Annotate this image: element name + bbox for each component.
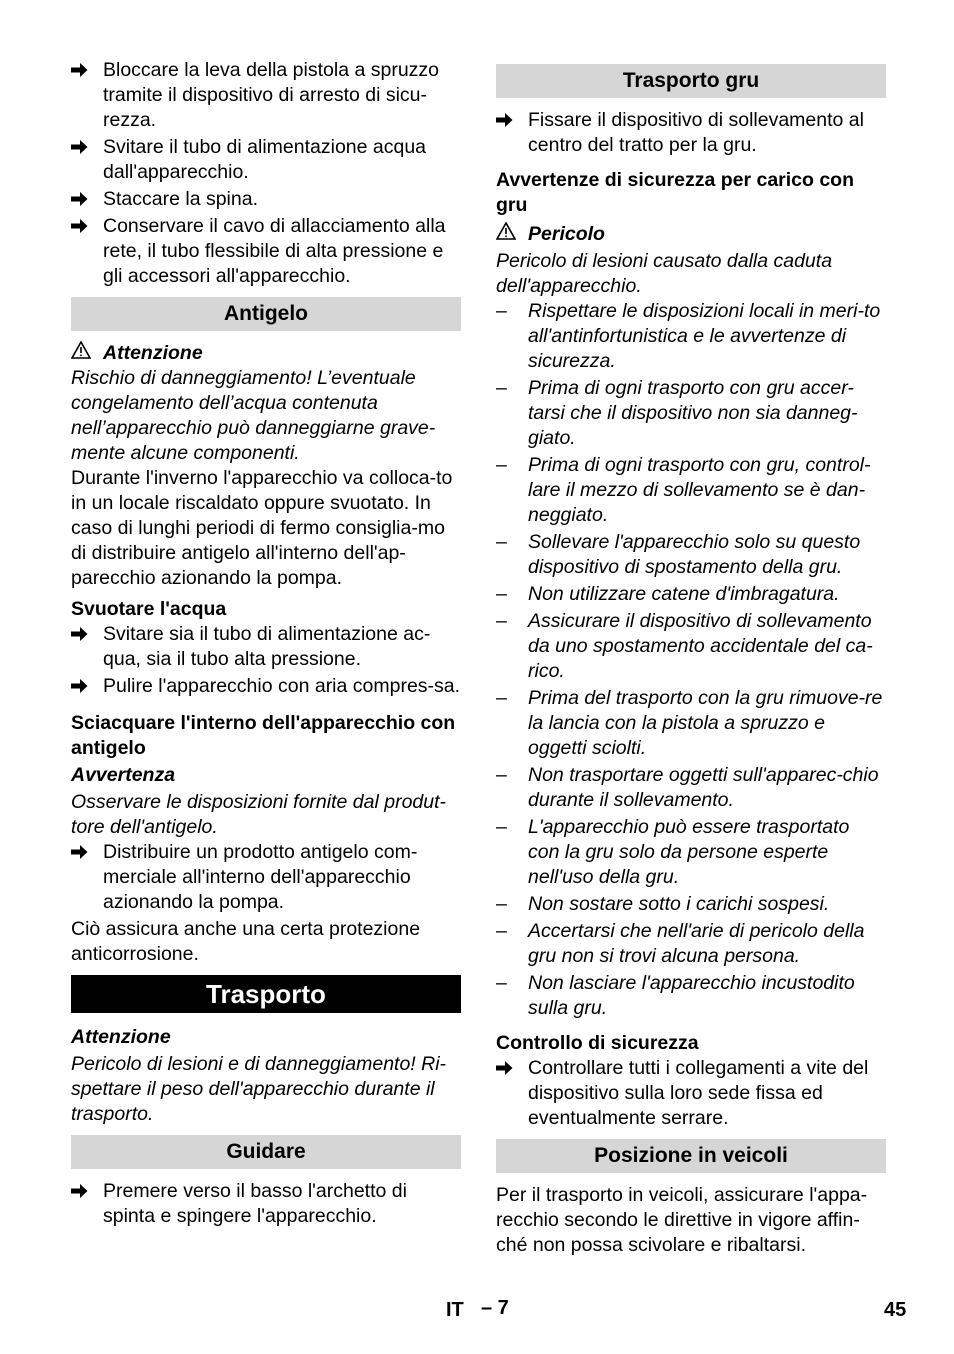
- sciacquare-note: Ciò assicura anche una certa protezione anticorrosione.: [71, 918, 421, 965]
- intro-list: [71, 58, 461, 289]
- warning-label: Attenzione: [103, 342, 203, 364]
- list-item-text: Svitare sia il tubo di alimentazione ac-qua, sia il tubo alta pressione.: [103, 623, 431, 670]
- dash-list-item: [496, 530, 886, 580]
- dash-list-item-text: Accertarsi che nell'arie di pericolo della gru non si trovi alcuna persona.: [528, 920, 865, 967]
- controllo-list: [496, 1056, 886, 1131]
- sciacquare-list: [71, 840, 461, 915]
- trasporto-warning-text: Pericolo di lesioni e di danneggiamento! Ri-spettare il peso dell'apparecchio durante il trasporto.: [71, 1053, 447, 1125]
- arrow-right-icon: [71, 1179, 103, 1229]
- list-item-text: Svitare il tubo di alimentazione acqua dall'apparecchio.: [103, 136, 427, 183]
- list-item: [71, 187, 461, 212]
- subheading-sciacquare: Sciacquare l'interno dell'apparecchio con antigelo: [71, 712, 456, 759]
- dash-list-item-text: Non lasciare l'apparecchio incustodito sulla gru.: [528, 972, 855, 1019]
- guidare-list: [71, 1179, 461, 1229]
- avvertenza-label: Avvertenza: [71, 764, 176, 786]
- arrow-right-icon: [71, 58, 103, 133]
- dash-bullet: –: [496, 531, 507, 553]
- antigelo-body: Durante l'inverno l'apparecchio va colloca-to in un locale riscaldato oppure svuotato. In caso di lunghi periodi di fermo consiglia-mo di distribuire antigelo all'interno dell'ap-parecchio azionando la pompa.: [71, 467, 453, 589]
- svuotare-list: [71, 622, 461, 699]
- dash-bullet: –: [496, 972, 507, 994]
- dash-bullet: –: [496, 583, 507, 605]
- dash-bullet: –: [496, 764, 507, 786]
- footer-language: IT: [446, 1299, 464, 1321]
- warning-text: Rischio di danneggiamento! L’eventuale congelamento dell’acqua contenuta nell’apparecchio può danneggiarne grave-mente alcune componenti.: [71, 367, 436, 464]
- dash-list-item: [496, 971, 886, 1021]
- gru-list: [496, 108, 886, 158]
- dash-list-item-text: Rispettare le disposizioni locali in meri-to all'antinfortunistica e le avvertenze di sicurezza.: [528, 300, 881, 372]
- dash-list-item-text: Non sostare sotto i carichi sospesi.: [528, 893, 830, 915]
- arrow-right-icon: [496, 1056, 528, 1131]
- dash-list-item: [496, 919, 886, 969]
- list-item-text: Distribuire un prodotto antigelo com-merciale all'interno dell'apparecchio azionando la pompa.: [103, 841, 418, 913]
- list-item: [71, 1179, 461, 1229]
- warning-triangle-icon: [496, 222, 528, 247]
- footer-page-label: – 7: [481, 1297, 509, 1319]
- list-item: [71, 674, 461, 699]
- dash-list-item: [496, 763, 886, 813]
- avvertenza-text: Osservare le disposizioni fornite dal produt-tore dell'antigelo.: [71, 791, 447, 838]
- arrow-right-icon: [71, 674, 103, 699]
- list-item-text: Controllare tutti i collegamenti a vite del dispositivo sulla loro sede fissa ed eventualmente serrare.: [528, 1057, 869, 1129]
- danger-label: Pericolo: [528, 223, 605, 245]
- warning-triangle-icon: [71, 341, 103, 366]
- list-item: [71, 840, 461, 915]
- list-item: [71, 135, 461, 185]
- dash-bullet: –: [496, 300, 507, 322]
- list-item: [71, 58, 461, 133]
- dash-list-item-text: Prima del trasporto con la gru rimuove-re la lancia con la pistola a spruzzo e oggetti sciolti.: [528, 687, 883, 759]
- section-heading-veicoli: Posizione in veicoli: [496, 1139, 886, 1173]
- dash-list-item: [496, 376, 886, 451]
- footer-page-number: 45: [884, 1299, 907, 1321]
- dash-bullet: –: [496, 816, 507, 838]
- subheading-avvertenze: Avvertenze di sicurezza per carico con gru: [496, 169, 855, 216]
- dash-list-item: [496, 582, 886, 607]
- arrow-right-icon: [71, 135, 103, 185]
- dash-list-item-text: Non utilizzare catene d'imbragatura.: [528, 583, 840, 605]
- list-item-text: Bloccare la leva della pistola a spruzzo tramite il dispositivo di arresto di sicu-rezza.: [103, 59, 440, 131]
- list-item-text: Fissare il dispositivo di sollevamento al centro del tratto per la gru.: [528, 109, 864, 156]
- veicoli-text: Per il trasporto in veicoli, assicurare l'appa-recchio secondo le direttive in vigore affin-ché non possa scivolare e ribaltarsi.: [496, 1184, 868, 1256]
- attenzione-label: Attenzione: [71, 1026, 171, 1048]
- section-heading-trasporto: Trasporto: [71, 975, 461, 1013]
- dash-bullet: –: [496, 893, 507, 915]
- list-item: [496, 108, 886, 158]
- dash-list-item: [496, 299, 886, 374]
- arrow-right-icon: [496, 108, 528, 158]
- dash-list-item: [496, 686, 886, 761]
- dash-list-item: [496, 815, 886, 890]
- dash-list-item-text: Assicurare il dispositivo di sollevamento da uno spostamento accidentale del ca-rico.: [528, 610, 873, 682]
- dash-list-item-text: L'apparecchio può essere trasportato con la gru solo da persone esperte nell'uso della gru.: [528, 816, 850, 888]
- dash-list-item: [496, 453, 886, 528]
- dash-bullet: –: [496, 377, 507, 399]
- list-item: [496, 1056, 886, 1131]
- list-item-text: Conservare il cavo di allacciamento alla rete, il tubo flessibile di alta pressione e gli accessori all'apparecchio.: [103, 215, 446, 287]
- warning-heading: [71, 341, 461, 366]
- dash-bullet: –: [496, 920, 507, 942]
- section-heading-antigelo: Antigelo: [71, 297, 461, 331]
- dash-bullet: –: [496, 454, 507, 476]
- arrow-right-icon: [71, 187, 103, 212]
- arrow-right-icon: [71, 622, 103, 672]
- arrow-right-icon: [71, 214, 103, 289]
- subheading-svuotare: Svuotare l'acqua: [71, 598, 227, 620]
- right-column: [496, 58, 886, 1258]
- safety-list: [496, 299, 886, 1021]
- subheading-controllo: Controllo di sicurezza: [496, 1032, 699, 1054]
- dash-list-item-text: Non trasportare oggetti sull'apparec-chio durante il sollevamento.: [528, 764, 879, 811]
- dash-list-item-text: Sollevare l'apparecchio solo su questo dispositivo di spostamento della gru.: [528, 531, 861, 578]
- dash-list-item: [496, 892, 886, 917]
- list-item-text: Pulire l'apparecchio con aria compres-sa.: [103, 675, 461, 697]
- section-heading-trasporto-gru: Trasporto gru: [496, 64, 886, 98]
- list-item-text: Premere verso il basso l'archetto di spinta e spingere l'apparecchio.: [103, 1180, 407, 1227]
- danger-heading: [496, 222, 886, 247]
- dash-bullet: –: [496, 687, 507, 709]
- dash-list-item-text: Prima di ogni trasporto con gru accer-tarsi che il dispositivo non sia danneg-giato.: [528, 377, 858, 449]
- section-heading-guidare: Guidare: [71, 1135, 461, 1169]
- arrow-right-icon: [71, 840, 103, 915]
- list-item: [71, 214, 461, 289]
- left-column: [71, 58, 461, 1231]
- list-item-text: Staccare la spina.: [103, 188, 259, 210]
- list-item: [71, 622, 461, 672]
- danger-text: Pericolo di lesioni causato dalla caduta dell'apparecchio.: [496, 250, 833, 297]
- dash-bullet: –: [496, 610, 507, 632]
- dash-list-item-text: Prima di ogni trasporto con gru, control-lare il mezzo di sollevamento se è dan-neggiato.: [528, 454, 871, 526]
- dash-list-item: [496, 609, 886, 684]
